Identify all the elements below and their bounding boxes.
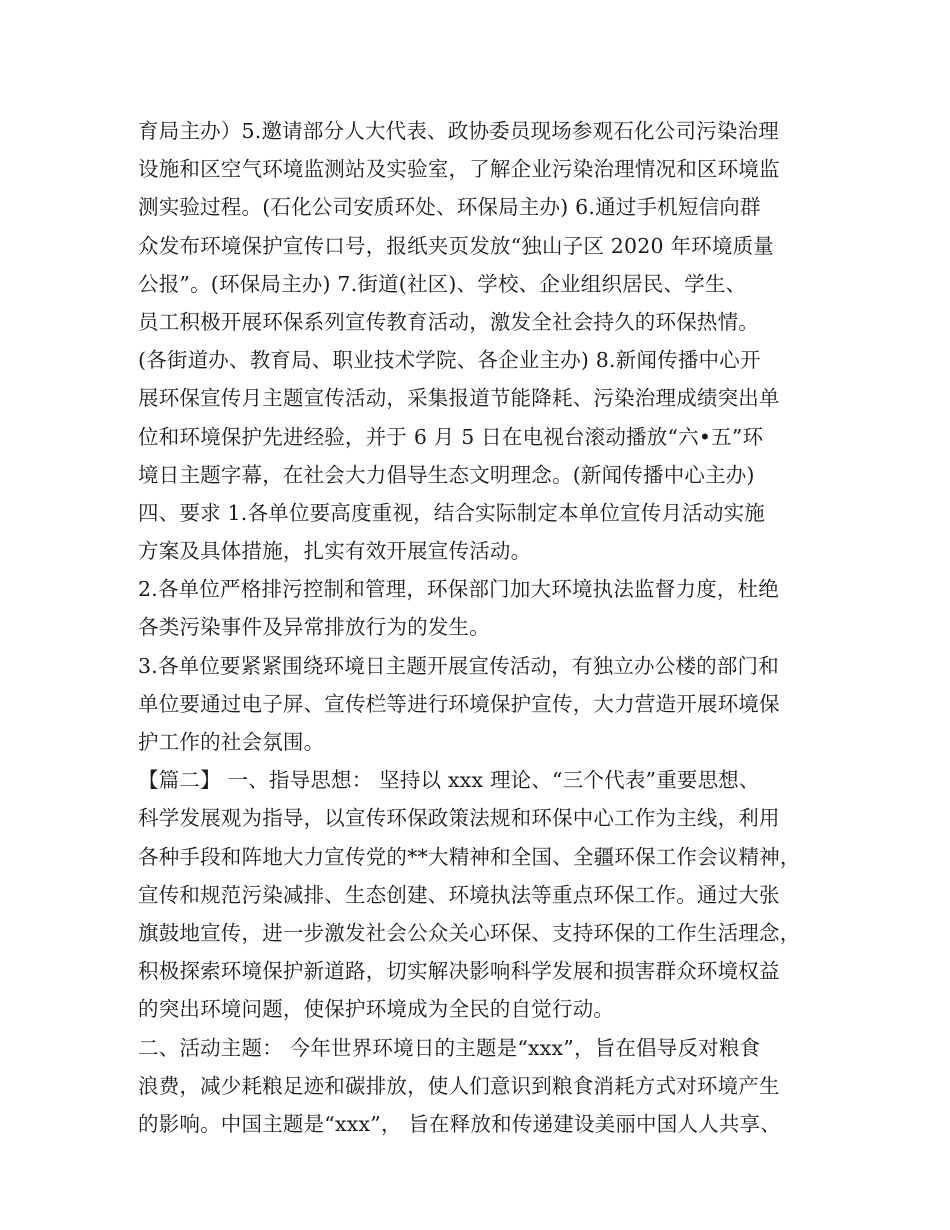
text-line: 浪费，减少耗粮足迹和碳排放，使人们意识到粮食消耗方式对环境产生 xyxy=(138,1073,780,1098)
text-line: 2.各单位严格排污控制和管理，环保部门加大环境执法监督力度，杜绝 xyxy=(138,577,779,602)
text-line: 展环保宣传月主题宣传活动，采集报道节能降耗、污染治理成绩突出单 xyxy=(138,386,780,411)
text-line: 的影响。中国主题是“xxx”， 旨在释放和传递建设美丽中国人人共享、 xyxy=(138,1111,781,1136)
text-line: 旗鼓地宣传，进一步激发社会公众关心环保、支持环保的工作生活理念， xyxy=(138,920,801,945)
text-line: 公报”。(环保局主办) 7.街道(社区)、学校、企业组织居民、学生、 xyxy=(138,271,747,296)
text-line: 单位要通过电子屏、宣传栏等进行环境保护宣传，大力营造开展环境保 xyxy=(138,691,780,716)
text-line: 积极探索环境保护新道路，切实解决影响科学发展和损害群众环境权益 xyxy=(138,959,780,984)
text-line: 3.各单位要紧紧围绕环境日主题开展宣传活动，有独立办公楼的部门和 xyxy=(138,653,779,678)
text-line: 位和环境保护先进经验，并于 6 月 5 日在电视台滚动播放“六•五”环 xyxy=(138,424,764,449)
text-line: 二、活动主题： 今年世界环境日的主题是“xxx”，旨在倡导反对粮食 xyxy=(138,1035,761,1060)
text-line: 【篇二】 一、指导思想： 坚持以 xxx 理论、“三个代表”重要思想、 xyxy=(138,768,760,793)
text-line: 设施和区空气环境监测站及实验室，了解企业污染治理情况和区环境监 xyxy=(138,157,780,182)
text-line: (各街道办、教育局、职业技术学院、各企业主办) 8.新闻传播中心开 xyxy=(138,348,761,373)
text-line: 宣传和规范污染减排、生态创建、环境执法等重点环保工作。通过大张 xyxy=(138,882,780,907)
text-line: 的突出环境问题，使保护环境成为全民的自觉行动。 xyxy=(138,997,615,1022)
text-line: 各类污染事件及异常排放行为的发生。 xyxy=(138,615,490,640)
text-line: 科学发展观为指导，以宣传环保政策法规和环保中心工作为主线，利用 xyxy=(138,806,780,831)
text-line: 四、要求 1.各单位要高度重视，结合实际制定本单位宣传月活动实施 xyxy=(138,500,765,525)
text-line: 各种手段和阵地大力宣传党的**大精神和全国、全疆环保工作会议精神， xyxy=(138,844,801,869)
text-line: 境日主题字幕，在社会大力倡导生态文明理念。(新闻传播中心主办) xyxy=(138,462,755,487)
text-line: 员工积极开展环保系列宣传教育活动，激发全社会持久的环保热情。 xyxy=(138,309,759,334)
text-line: 育局主办）5.邀请部分人大代表、政协委员现场参观石化公司污染治理 xyxy=(138,119,779,143)
text-line: 测实验过程。(石化公司安质环处、环保局主办) 6.通过手机短信向群 xyxy=(138,195,761,220)
text-line: 护工作的社会氛围。 xyxy=(138,730,325,754)
text-line: 众发布环境保护宣传口号，报纸夹页发放“独山子区 2020 年环境质量 xyxy=(138,233,774,258)
text-line: 方案及具体措施，扎实有效开展宣传活动。 xyxy=(138,539,532,564)
document-body xyxy=(138,112,828,1143)
